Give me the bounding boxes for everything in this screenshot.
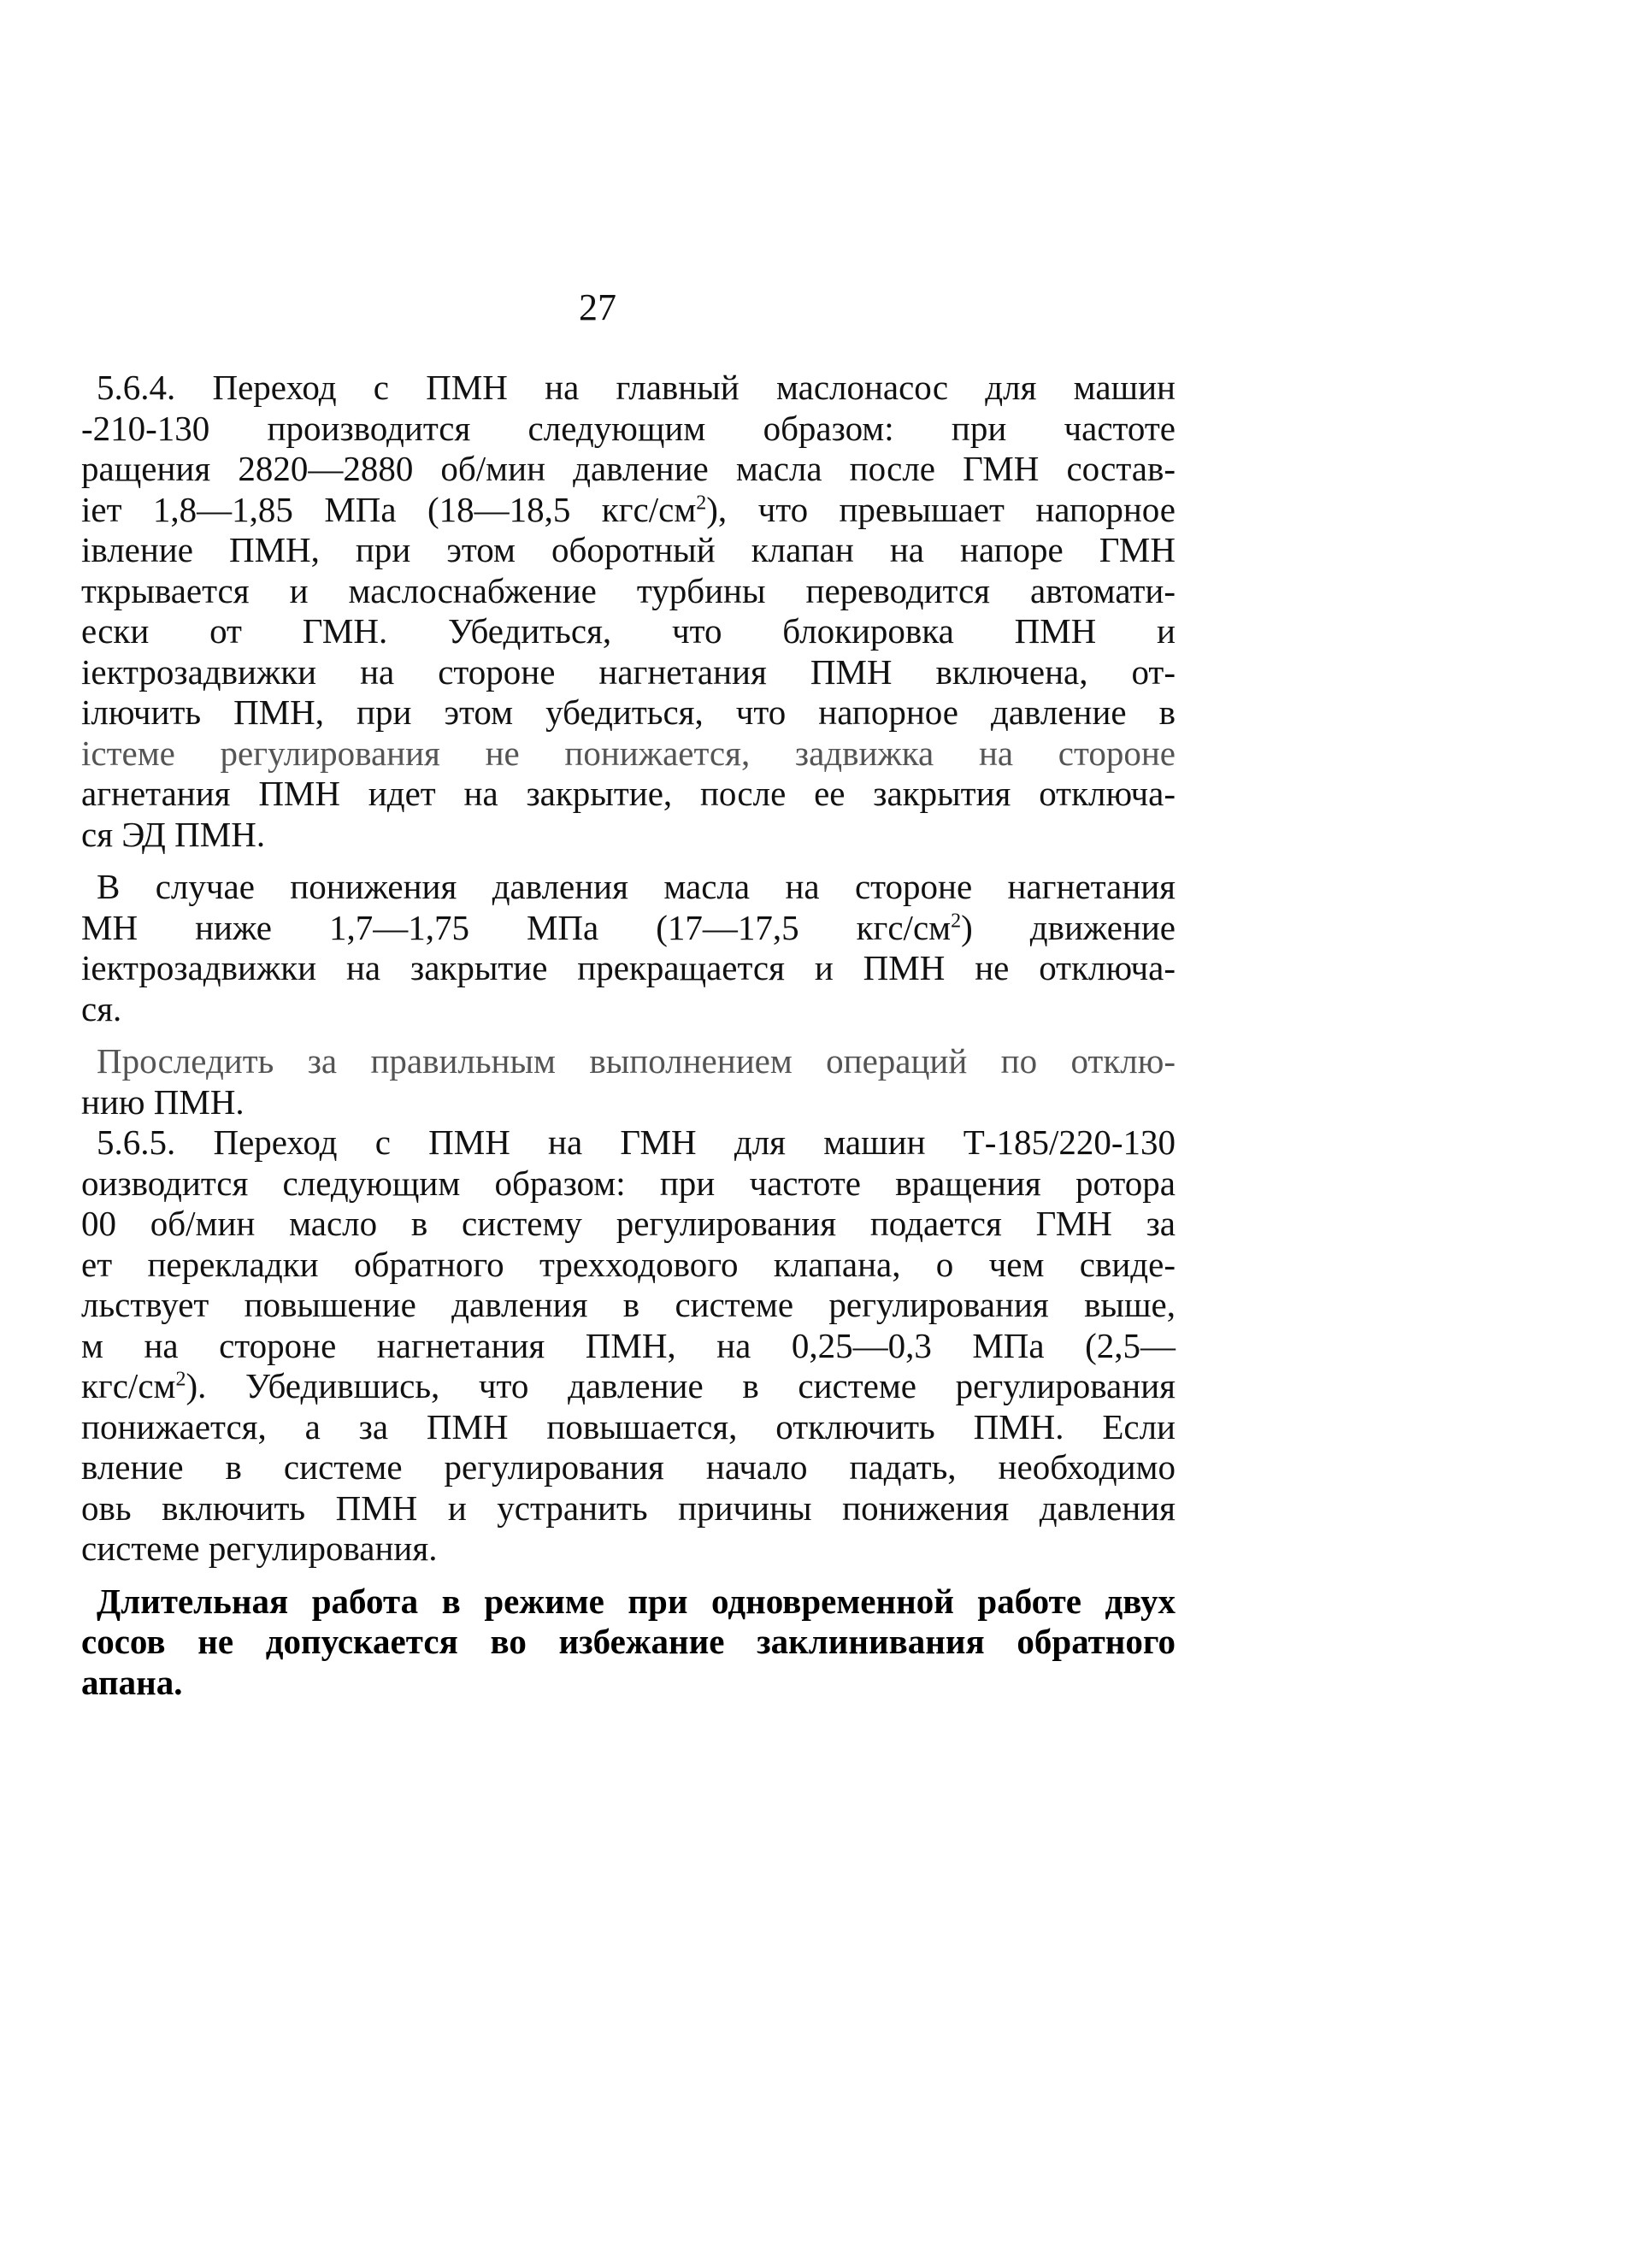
text-line: понижается, а за ПМН повышается, отключить ПМН. Если [81, 1406, 1176, 1446]
text-line: Длительная работа в режиме при одновременной работе двух [97, 1581, 1176, 1621]
text-line: ся ЭД ПМН. [81, 814, 266, 854]
text-line: В случае понижения давления масла на стороне нагнетания [97, 867, 1176, 906]
text-line-with-superscript [81, 490, 1176, 531]
text-line: ткрывается и маслоснабжение турбины переводится автомати- [81, 570, 1176, 610]
paragraph-5-6-4 [81, 368, 1176, 855]
text-line: системе регулирования. [81, 1529, 438, 1568]
text-fragment: іет 1,8—1,85 МПа (18—18,5 кгс/см [81, 489, 697, 529]
text-line: істеме регулирования не понижается, задвижка на стороне [81, 733, 1176, 773]
page-number: 27 [579, 286, 616, 328]
text-line: ет перекладки обратного трехходового клапана, о чем свиде- [81, 1244, 1176, 1284]
text-fragment: ) движение [961, 907, 1176, 947]
text-fragment: кгс/см [81, 1366, 176, 1405]
text-line: Проследить за правильным выполнением операций по отклю- [97, 1041, 1176, 1081]
paragraph-monitor [81, 1041, 1176, 1122]
text-line: апана. [81, 1662, 183, 1702]
text-fragment: ), что превышает напорное [706, 489, 1176, 529]
text-line-with-superscript [81, 1366, 1176, 1407]
text-line: ращения 2820—2880 об/мин давление масла после ГМН состав- [81, 449, 1176, 488]
text-line: іектрозадвижки на закрытие прекращается и ПМН не отключа- [81, 948, 1176, 987]
document-body [81, 368, 1176, 1703]
text-line: 5.6.4. Переход с ПМН на главный маслонасос для машин [97, 368, 1176, 407]
text-fragment: ). Убедившись, что давление в системе регулирования [186, 1366, 1176, 1405]
text-line: овь включить ПМН и устранить причины понижения давления [81, 1487, 1176, 1528]
text-line-with-superscript [81, 908, 1176, 949]
superscript: 2 [175, 1368, 186, 1391]
superscript: 2 [696, 491, 707, 514]
text-line: ілючить ПМН, при этом убедиться, что напорное давление в [81, 692, 1176, 732]
paragraph-5-6-5 [81, 1122, 1176, 1570]
text-line: льствует повышение давления в системе регулирования выше, [81, 1285, 1176, 1324]
superscript: 2 [951, 909, 962, 932]
paragraph-pressure-drop [81, 867, 1176, 1029]
text-line: вление в системе регулирования начало падать, необходимо [81, 1447, 1176, 1487]
text-line: нию ПМН. [81, 1081, 245, 1122]
text-line: іектрозадвижки на стороне нагнетания ПМН включена, от- [81, 651, 1176, 692]
text-line: оизводится следующим образом: при частоте вращения ротора [81, 1163, 1176, 1203]
text-line: агнетания ПМН идет на закрытие, после ее закрытия отключа- [81, 774, 1176, 813]
text-line: івление ПМН, при этом оборотный клапан на напоре ГМН [81, 530, 1176, 569]
text-line: ся. [81, 988, 122, 1028]
text-line: м на стороне нагнетания ПМН, на 0,25—0,3 МПа (2,5— [81, 1325, 1176, 1365]
text-line: ески от ГМН. Убедиться, что блокировка ПМН и [81, 611, 1176, 651]
text-fragment: МН ниже 1,7—1,75 МПа (17—17,5 кгс/см [81, 907, 952, 947]
text-line: 00 об/мин масло в систему регулирования подается ГМН за [81, 1204, 1176, 1243]
text-line: сосов не допускается во избежание заклинивания обратного [81, 1622, 1176, 1661]
paragraph-warning [81, 1582, 1176, 1704]
text-line: 5.6.5. Переход с ПМН на ГМН для машин Т-185/220-130 [97, 1122, 1176, 1162]
text-line: -210-130 производится следующим образом: при частоте [81, 408, 1176, 448]
